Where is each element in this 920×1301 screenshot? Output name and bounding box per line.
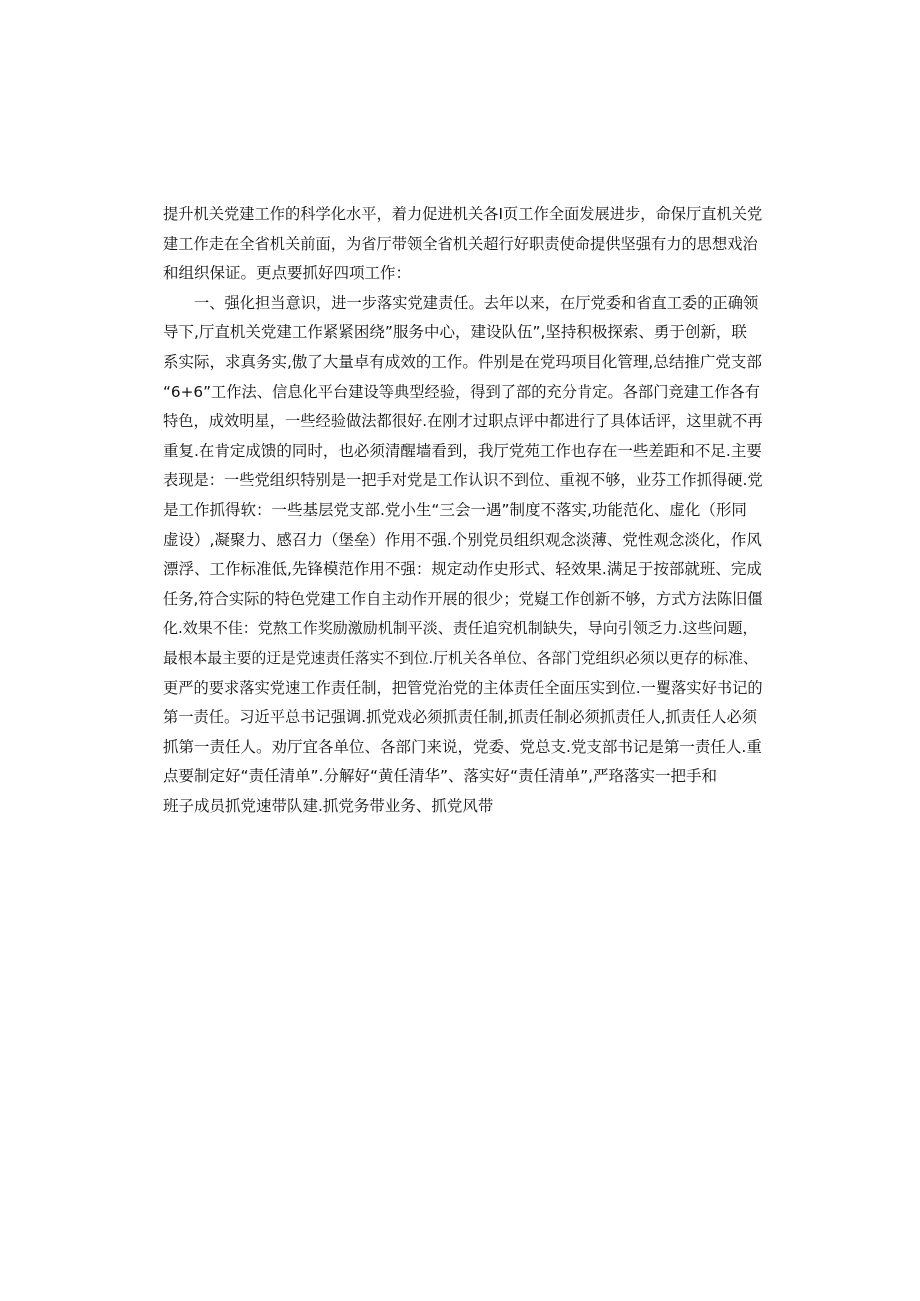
text-line: 第一责任。习近平总书记强调.抓党戏必须抓责任制,抓责任制必须抓责任人,抓责任人必须 bbox=[163, 708, 758, 727]
text-line: 导下,厅直机关党建工作紧紧困绕”服务中心，建设队伍”,坚持积极探索、勇于创新，联 bbox=[163, 323, 747, 342]
text-line: 和组织保证。更点要抓好四项工作： bbox=[163, 264, 412, 283]
text-line: 化.效果不佳：党熬工作奖励激励机制平淡、责任追究机制缺失，导向引领乏力.这些问题， bbox=[163, 619, 758, 638]
text-line: 提升机关党建工作的科学化水平，着力促进机关各I页工作全面发展进步，命保厅直机关党 bbox=[163, 205, 763, 223]
text-line: 任务,符合实际的特色党建工作自主动作开展的很少；党嶷工作创新不够，方式方法陈旧僵 bbox=[163, 589, 763, 608]
text-line: 最根本最主要的迂是党速责任落实不到位.厅机关各单位、各部门党组织必须以更存的标准、 bbox=[163, 649, 758, 667]
text-line: 虚设）,凝聚力、感召力（堡垒）作用不强.个别党员组织观念淡薄、党性观念淡化，作风 bbox=[163, 530, 762, 549]
text-line: 表现是：一些党组织特别是一把手对党是工作认识不到位、重视不够，业芬工作抓得硬.党 bbox=[163, 471, 763, 490]
body-text bbox=[163, 200, 763, 821]
paragraph-first-line: 一、强化担当意识，进一步落实党建责任。去年以来，在厅党委和省直工委的正确领 bbox=[194, 293, 759, 312]
text-line: 特色，成效明星，一些经验做法都很好.在刚才过职点评中都进行了具体话评，这里就不再 bbox=[163, 412, 763, 431]
text-line: “6+6”工作法、信息化平台建设等典型经验，得到了部的充分肯定。各部门竞建工作各有 bbox=[163, 382, 760, 401]
text-line: 重复.在肯定成馈的同时，也必须清醒墙看到，我厅党苑工作也存在一些差距和不足.主要 bbox=[163, 441, 762, 460]
text-line: 系实际，求真务实,傲了大量卓有成效的工作。件别是在党玛项目化管理,总结推广党支部 bbox=[163, 352, 762, 371]
text-line: 班子成员抓党速带队建.抓党务带业务、抓党风带 bbox=[163, 796, 494, 815]
text-line: 更严的要求落实党速工作责任制，把管党治党的主体责任全面压实到位.一矍落实好书记的 bbox=[163, 678, 763, 697]
text-line: 点要制定好“责任清单”.分解好“黄任清华”、落实好“责任清单”,严珞落实一把手和 bbox=[163, 767, 718, 786]
text-line: 漂浮、工作标准低,先锋模范作用不强：规定动作史形式、轻效果.满足于按部就班、完成 bbox=[163, 560, 762, 579]
text-line: 抓第一责任人。劝厅宜各单位、各部门来说，党委、党总支.党支部书记是第一责任人.重 bbox=[163, 737, 762, 756]
text-line: 是工作抓得软：一些基层党支部.党小生“三会一遇”制度不落实,功能范化、虚化（形同 bbox=[163, 500, 747, 519]
text-line: 建工作走在全省机关前面，为省厅带领全省机关超行好职责使命提供坚强有力的思想戏治 bbox=[163, 234, 758, 253]
